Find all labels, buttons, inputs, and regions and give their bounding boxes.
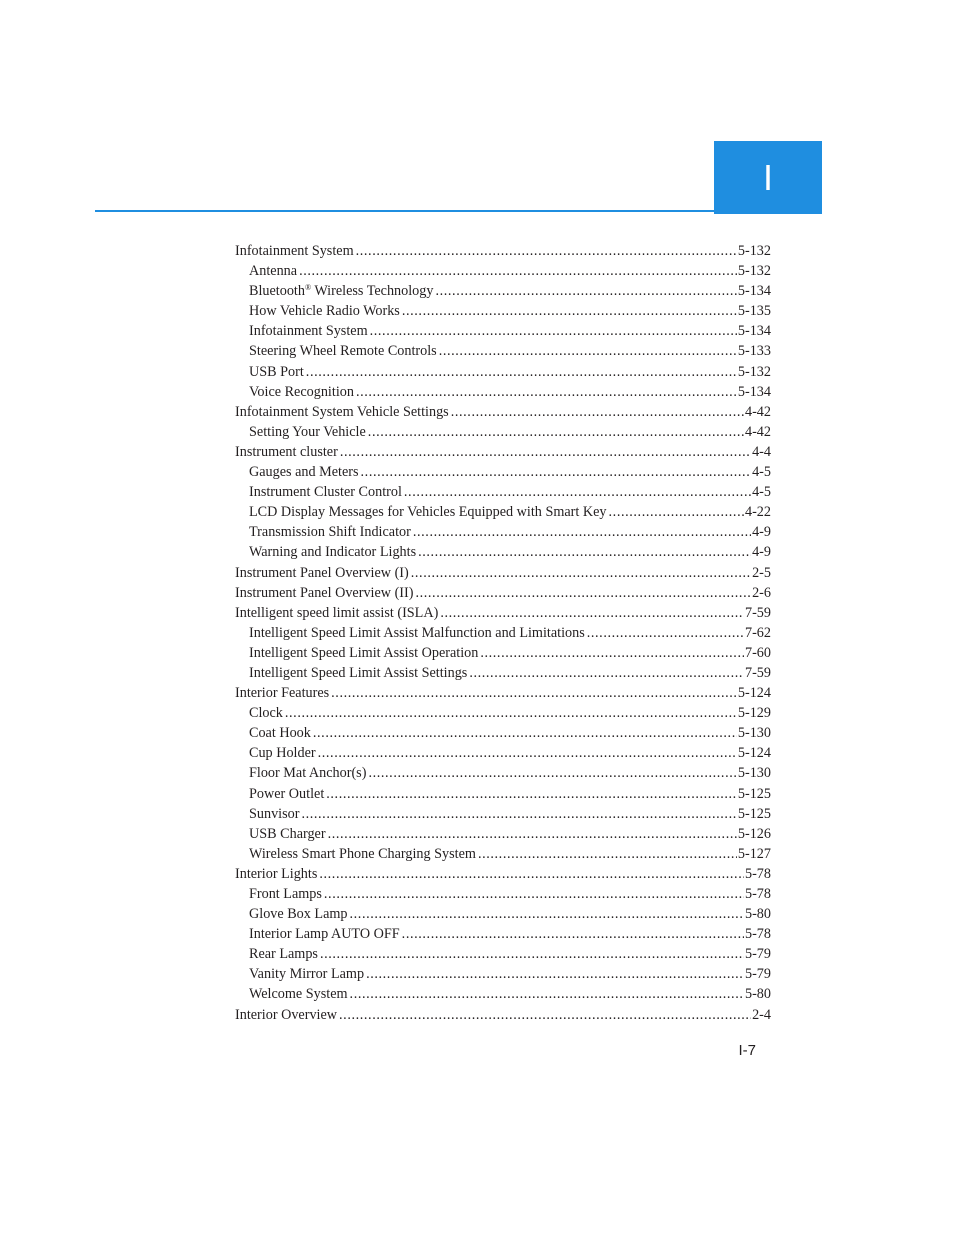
dot-leader bbox=[356, 241, 737, 261]
entry-label bbox=[249, 462, 359, 482]
entry-label-text: Instrument Panel Overview (I) bbox=[235, 564, 409, 581]
registered-mark: ® bbox=[304, 283, 312, 293]
entry-page-ref: 2-5 bbox=[752, 564, 771, 581]
dot-leader bbox=[435, 281, 736, 301]
index-subentry bbox=[235, 743, 771, 763]
section-letter: I bbox=[762, 156, 773, 198]
entry-label bbox=[249, 321, 368, 341]
dot-leader bbox=[404, 482, 751, 502]
entry-label bbox=[249, 844, 476, 864]
index-entry bbox=[235, 402, 771, 422]
entry-label-text: Instrument cluster bbox=[235, 443, 338, 460]
entry-page-ref: 5-125 bbox=[737, 785, 771, 802]
dot-leader bbox=[368, 422, 744, 442]
entry-label bbox=[235, 603, 438, 623]
entry-label-text: Cup Holder bbox=[249, 745, 316, 762]
entry-label bbox=[249, 261, 297, 281]
dot-leader bbox=[324, 884, 744, 904]
entry-page-ref: 5-130 bbox=[737, 765, 771, 782]
index-entry bbox=[235, 683, 771, 703]
index-subentry bbox=[235, 321, 771, 341]
entry-label-rest: Wireless Technology bbox=[311, 283, 434, 300]
index-entry bbox=[235, 563, 771, 583]
index-entry bbox=[235, 241, 771, 261]
entry-label bbox=[249, 904, 348, 924]
index-entry bbox=[235, 442, 771, 462]
index-subentry bbox=[235, 944, 771, 964]
dot-leader bbox=[415, 583, 751, 603]
entry-page-ref: 7-62 bbox=[744, 624, 771, 641]
entry-label-text: Front Lamps bbox=[249, 886, 322, 902]
entry-label bbox=[249, 341, 437, 361]
entry-label bbox=[249, 944, 318, 964]
entry-label bbox=[249, 723, 311, 743]
index-entry bbox=[235, 603, 771, 623]
index-subentry bbox=[235, 844, 771, 864]
index-subentry bbox=[235, 281, 771, 301]
entry-label bbox=[249, 281, 433, 301]
entry-page-ref: 5-133 bbox=[737, 343, 771, 360]
dot-leader bbox=[587, 623, 744, 643]
entry-page-ref: 4-9 bbox=[752, 544, 771, 561]
entry-label-text: Floor Mat Anchor(s) bbox=[249, 765, 367, 782]
entry-label-text: Infotainment System bbox=[249, 323, 368, 340]
index-subentry bbox=[235, 522, 771, 542]
entry-label-text: Setting Your Vehicle bbox=[249, 423, 366, 440]
index-entry bbox=[235, 1005, 771, 1025]
index-subentry bbox=[235, 984, 771, 1004]
entry-page-ref: 5-129 bbox=[737, 705, 771, 722]
dot-leader bbox=[301, 804, 736, 824]
entry-page-ref: 5-127 bbox=[737, 845, 771, 862]
entry-label bbox=[249, 522, 411, 542]
index-subentry bbox=[235, 904, 771, 924]
dot-leader bbox=[469, 663, 744, 683]
entry-label-text: Antenna bbox=[249, 263, 298, 280]
dot-leader bbox=[326, 784, 737, 804]
entry-label-text: Warning and Indicator Lights bbox=[249, 544, 417, 561]
entry-label-text: Bluetooth bbox=[249, 283, 305, 300]
entry-page-ref: 5-130 bbox=[737, 725, 771, 742]
entry-label bbox=[249, 824, 326, 844]
entry-label bbox=[235, 683, 329, 703]
dot-leader bbox=[413, 522, 751, 542]
index-subentry bbox=[235, 804, 771, 824]
entry-label-text: Welcome System bbox=[249, 986, 348, 1003]
index-subentry bbox=[235, 663, 771, 683]
dot-leader bbox=[331, 683, 737, 703]
entry-page-ref: 5-78 bbox=[744, 926, 771, 943]
entry-label-text: Intelligent Speed Limit Assist Malfunction and Limitations bbox=[249, 624, 585, 641]
index-subentry bbox=[235, 502, 771, 522]
entry-page-ref: 5-78 bbox=[744, 886, 771, 902]
entry-label bbox=[249, 703, 283, 723]
entry-page-ref: 4-5 bbox=[752, 484, 771, 501]
entry-label bbox=[249, 542, 416, 562]
entry-page-ref: 5-78 bbox=[744, 865, 771, 882]
entry-label-text: Vanity Mirror Lamp bbox=[249, 966, 365, 983]
entry-label bbox=[249, 301, 400, 321]
entry-label-text: USB Port bbox=[249, 363, 304, 380]
dot-leader bbox=[478, 844, 737, 864]
dot-leader bbox=[319, 864, 744, 884]
entry-label bbox=[249, 804, 299, 824]
index-subentry bbox=[235, 884, 771, 904]
entry-page-ref: 5-80 bbox=[744, 986, 771, 1003]
dot-leader bbox=[299, 261, 737, 281]
dot-leader bbox=[320, 944, 744, 964]
dot-leader bbox=[306, 362, 737, 382]
entry-label-text: How Vehicle Radio Works bbox=[249, 303, 400, 320]
entry-label bbox=[235, 864, 317, 884]
entry-label bbox=[249, 884, 322, 904]
dot-leader bbox=[285, 703, 737, 723]
entry-page-ref: 5-132 bbox=[737, 243, 771, 259]
entry-page-ref: 5-124 bbox=[737, 745, 771, 762]
entry-label-text: Steering Wheel Remote Controls bbox=[249, 343, 437, 360]
entry-page-ref: 7-59 bbox=[744, 664, 771, 681]
entry-label-text: Rear Lamps bbox=[249, 946, 318, 963]
entry-label-text: Interior Overview bbox=[235, 1006, 338, 1023]
entry-label-text: Transmission Shift Indicator bbox=[249, 524, 411, 541]
index-subentry bbox=[235, 422, 771, 442]
entry-label-text: Instrument Panel Overview (II) bbox=[235, 584, 414, 601]
dot-leader bbox=[368, 763, 736, 783]
entry-label-text: Instrument Cluster Control bbox=[249, 484, 402, 501]
dot-leader bbox=[480, 643, 744, 663]
entry-label-text: Sunvisor bbox=[249, 805, 300, 822]
dot-leader bbox=[339, 1005, 751, 1025]
entry-label-text: Interior Features bbox=[235, 685, 330, 702]
entry-page-ref: 7-59 bbox=[744, 604, 771, 621]
entry-label bbox=[249, 382, 354, 402]
page-number: I-7 bbox=[738, 1042, 756, 1059]
entry-label bbox=[249, 663, 467, 683]
entry-label bbox=[235, 241, 354, 261]
dot-leader bbox=[318, 743, 737, 763]
entry-label-text: Power Outlet bbox=[249, 785, 325, 802]
index-subentry bbox=[235, 542, 771, 562]
entry-page-ref: 2-6 bbox=[752, 584, 771, 601]
entry-page-ref: 4-42 bbox=[744, 423, 771, 440]
header-rule bbox=[95, 210, 714, 212]
entry-label-text: Voice Recognition bbox=[249, 383, 354, 400]
index-subentry bbox=[235, 824, 771, 844]
dot-leader bbox=[313, 723, 737, 743]
index-subentry bbox=[235, 784, 771, 804]
dot-leader bbox=[370, 321, 737, 341]
entry-label-text: Intelligent Speed Limit Assist Settings bbox=[249, 664, 468, 681]
dot-leader bbox=[440, 603, 744, 623]
dot-leader bbox=[439, 341, 737, 361]
entry-page-ref: 5-125 bbox=[737, 805, 771, 822]
entry-label bbox=[249, 362, 304, 382]
dot-leader bbox=[609, 502, 744, 522]
entry-label bbox=[249, 623, 585, 643]
index-subentry bbox=[235, 623, 771, 643]
index-entry bbox=[235, 583, 771, 603]
section-letter-tab bbox=[714, 141, 822, 214]
dot-leader bbox=[340, 442, 751, 462]
dot-leader bbox=[402, 301, 737, 321]
entry-label bbox=[235, 563, 409, 583]
entry-page-ref: 4-22 bbox=[744, 504, 771, 521]
entry-label bbox=[249, 422, 366, 442]
entry-label bbox=[249, 482, 402, 502]
index-subentry bbox=[235, 723, 771, 743]
entry-page-ref: 5-126 bbox=[737, 825, 771, 842]
entry-label-text: Gauges and Meters bbox=[249, 464, 359, 481]
index-list bbox=[235, 241, 771, 1025]
index-subentry bbox=[235, 482, 771, 502]
dot-leader bbox=[366, 964, 744, 984]
entry-label-text: Interior Lamp AUTO OFF bbox=[249, 926, 400, 943]
entry-label-text: Intelligent speed limit assist (ISLA) bbox=[235, 604, 439, 621]
entry-label bbox=[235, 442, 338, 462]
entry-page-ref: 5-134 bbox=[737, 383, 771, 400]
dot-leader bbox=[356, 382, 737, 402]
entry-label bbox=[249, 743, 316, 763]
entry-page-ref: 5-79 bbox=[744, 966, 771, 983]
entry-label-text: Infotainment System bbox=[235, 243, 354, 259]
dot-leader bbox=[328, 824, 737, 844]
entry-label-text: Intelligent Speed Limit Assist Operation bbox=[249, 644, 479, 661]
entry-page-ref: 4-4 bbox=[752, 443, 771, 460]
index-subentry bbox=[235, 703, 771, 723]
entry-label bbox=[249, 502, 607, 522]
dot-leader bbox=[451, 402, 744, 422]
entry-page-ref: 5-132 bbox=[737, 363, 771, 380]
entry-label-text: Wireless Smart Phone Charging System bbox=[249, 845, 476, 862]
index-subentry bbox=[235, 763, 771, 783]
entry-page-ref: 5-134 bbox=[737, 283, 771, 300]
entry-page-ref: 4-5 bbox=[752, 464, 771, 481]
entry-page-ref: 5-135 bbox=[737, 303, 771, 320]
entry-label bbox=[249, 643, 478, 663]
dot-leader bbox=[402, 924, 744, 944]
index-subentry bbox=[235, 301, 771, 321]
index-entry bbox=[235, 864, 771, 884]
index-subentry bbox=[235, 964, 771, 984]
index-subentry bbox=[235, 341, 771, 361]
index-subentry bbox=[235, 462, 771, 482]
entry-label-text: Glove Box Lamp bbox=[249, 906, 348, 923]
dot-leader bbox=[361, 462, 752, 482]
entry-page-ref: 5-80 bbox=[744, 906, 771, 923]
entry-label bbox=[249, 784, 324, 804]
index-subentry bbox=[235, 643, 771, 663]
entry-label-text: Interior Lights bbox=[235, 865, 318, 882]
entry-page-ref: 2-4 bbox=[752, 1006, 771, 1023]
entry-page-ref: 5-79 bbox=[744, 946, 771, 963]
index-subentry bbox=[235, 261, 771, 281]
index-subentry bbox=[235, 924, 771, 944]
entry-label-text: Coat Hook bbox=[249, 725, 311, 742]
entry-label bbox=[235, 1005, 337, 1025]
entry-page-ref: 5-124 bbox=[737, 685, 771, 702]
entry-page-ref: 7-60 bbox=[744, 644, 771, 661]
entry-page-ref: 5-134 bbox=[737, 323, 771, 340]
dot-leader bbox=[350, 984, 744, 1004]
entry-label bbox=[235, 402, 449, 422]
dot-leader bbox=[418, 542, 751, 562]
entry-label-text: Infotainment System Vehicle Settings bbox=[235, 403, 449, 420]
entry-page-ref: 4-9 bbox=[752, 524, 771, 541]
entry-label bbox=[249, 924, 400, 944]
index-subentry bbox=[235, 382, 771, 402]
dot-leader bbox=[411, 563, 751, 583]
entry-label-text: Clock bbox=[249, 705, 283, 722]
entry-page-ref: 5-132 bbox=[737, 263, 771, 280]
index-subentry bbox=[235, 362, 771, 382]
entry-label-text: USB Charger bbox=[249, 825, 326, 842]
entry-page-ref: 4-42 bbox=[744, 403, 771, 420]
dot-leader bbox=[350, 904, 744, 924]
entry-label bbox=[249, 763, 366, 783]
entry-label bbox=[235, 583, 413, 603]
entry-label bbox=[249, 964, 364, 984]
entry-label bbox=[249, 984, 348, 1004]
entry-label-text: LCD Display Messages for Vehicles Equipped with Smart Key bbox=[249, 504, 607, 521]
